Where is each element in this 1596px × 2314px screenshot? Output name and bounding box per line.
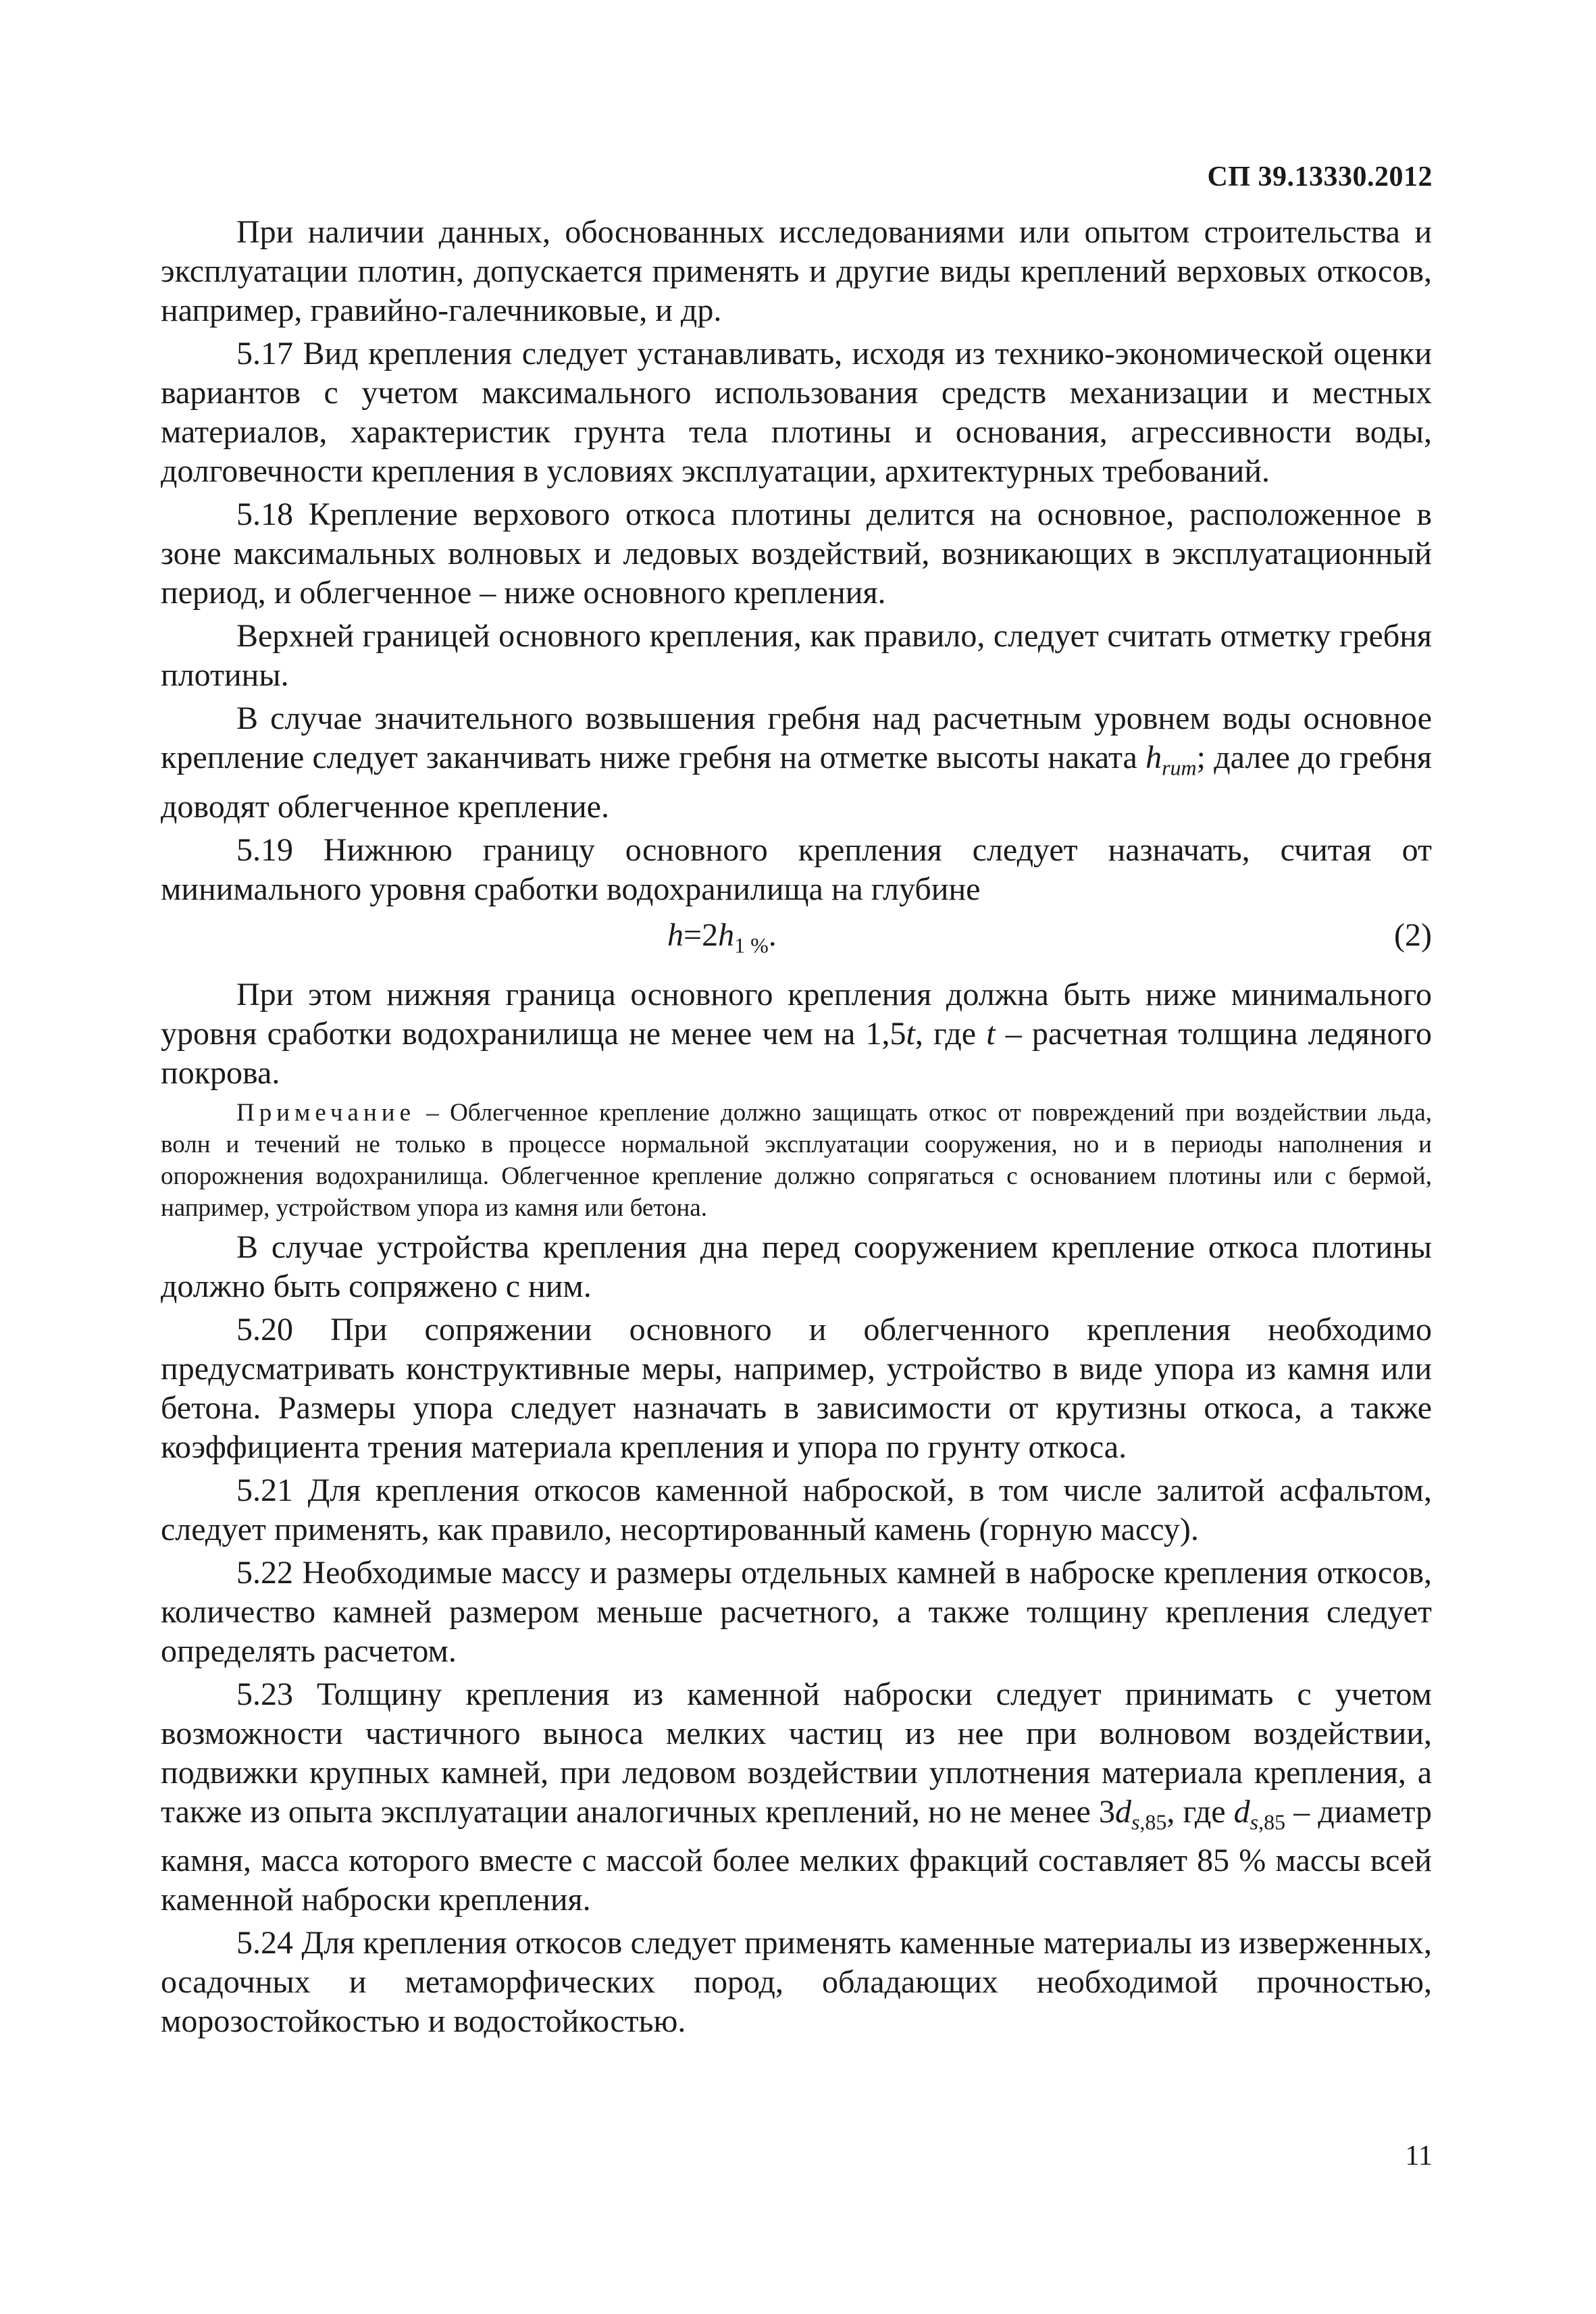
paragraph-5-23 bbox=[161, 1675, 1432, 1920]
subscript-s: s bbox=[1250, 1809, 1259, 1834]
paragraph-5-19: 5.19 Нижнюю границу основного крепления следует назначать, считая от минимального уровня сработки водохранилища на глубине bbox=[161, 831, 1432, 907]
formula-rhs: h bbox=[718, 917, 735, 953]
formula-subscript: 1 % bbox=[734, 933, 769, 958]
paragraph-lower-boundary bbox=[161, 975, 1432, 1093]
symbol-h: h bbox=[1145, 740, 1162, 775]
note-text: – Облегченное крепление должно защищать откос от повреждений при воздействии льда, волн и течений не только в процессе нормальной эксплуатации сооружения, но и в периоды наполнения и опорожнения водохранилища. Облегченное крепление должно сопрягаться с основанием плотины или с бермой, например, устройством упора из камня или бетона. bbox=[161, 1098, 1432, 1222]
page-number: 11 bbox=[1405, 2140, 1433, 2171]
symbol-d: d bbox=[1233, 1793, 1250, 1830]
paragraph-5-22: 5.22 Необходимые массу и размеры отдельных камней в наброске крепления откосов, количество камней размером меньше расчетного, а также толщину крепления следует определять расчетом. bbox=[161, 1554, 1432, 1669]
paragraph-crest-elevation bbox=[161, 699, 1432, 827]
formula-lhs: h bbox=[667, 917, 684, 953]
paragraph-5-18: 5.18 Крепление верхового откоса плотины делится на основное, расположенное в зоне максимальных волновых и ледовых воздействий, возникающих в эксплуатационный период, и облегченное – ниже основного крепления. bbox=[161, 496, 1432, 611]
text-run: В случае значительного возвышения гребня над расчетным уровнем воды основное крепление следует заканчивать ниже гребня на отметке высоты наката bbox=[161, 700, 1432, 775]
paragraph-alternative-fastenings: При наличии данных, обоснованных исследованиями или опытом строительства и эксплуатации плотин, допускается применять и другие виды креплений верховых откосов, например, гравийно-галечниковые, и др. bbox=[161, 214, 1432, 328]
paragraph-5-21: 5.21 Для крепления откосов каменной наброской, в том числе залитой асфальтом, следует применять, как правило, несортированный камень (горную массу). bbox=[161, 1472, 1432, 1547]
formula-dot: . bbox=[768, 917, 777, 953]
paragraph-5-24: 5.24 Для крепления откосов следует применять каменные материалы из изверженных, осадочных и метаморфических пород, обладающих необходимой прочностью, морозостойкостью и водостойкостью. bbox=[161, 1925, 1432, 2040]
formula-eq: =2 bbox=[684, 917, 719, 953]
symbol-d: d bbox=[1114, 1793, 1131, 1830]
paragraph-5-17: 5.17 Вид крепления следует устанавливать, исходя из технико-экономической оценки вариантов с учетом максимального использования средств механизации и местных материалов, характеристик грунта тела плотины и основания, агрессивности воды, долговечности крепления в условиях эксплуатации, архитектурных требований. bbox=[161, 336, 1432, 489]
symbol-t: t bbox=[906, 1015, 915, 1052]
paragraph-upper-boundary: Верхней границей основного крепления, как правило, следует считать отметку гребня плотины. bbox=[161, 618, 1432, 693]
paragraph-bottom-fastening: В случае устройства крепления дна перед сооружением крепление откоса плотины должно быть сопряжено с ним. bbox=[161, 1229, 1432, 1304]
formula-row bbox=[161, 916, 1432, 967]
formula-2 bbox=[667, 916, 777, 965]
note-label: Примечание bbox=[236, 1098, 415, 1127]
subscript-85: ,85 bbox=[1258, 1809, 1286, 1834]
document-body bbox=[161, 213, 1432, 2045]
text-run: , где bbox=[915, 1015, 987, 1052]
note-block bbox=[161, 1097, 1432, 1224]
text-run: 5.23 Толщину крепления из каменной наброски следует принимать с учетом возможности частичного выноса мелких частиц из нее при волновом воздействии, подвижки крупных камней, при ледовом воздействии уплотнения материала крепления, а также из опыта эксплуатации аналогичных креплений, но не менее 3 bbox=[161, 1676, 1432, 1830]
subscript-s: s bbox=[1131, 1809, 1140, 1834]
text-run: – расчетная толщина ледяного покрова. bbox=[161, 1015, 1432, 1091]
subscript-rum: rum bbox=[1162, 755, 1197, 780]
document-code-header: СП 39.13330.2012 bbox=[1207, 161, 1433, 192]
text-run: – диаметр камня, масса которого вместе с массой более мелких фракций составляет 85 % массы всей каменной наброски крепления. bbox=[161, 1793, 1433, 1918]
text-run: , где bbox=[1166, 1793, 1234, 1830]
formula-number: (2) bbox=[1394, 917, 1432, 953]
paragraph-5-20: 5.20 При сопряжении основного и облегченного крепления необходимо предусматривать конструктивные меры, например, устройство в виде упора из камня или бетона. Размеры упора следует назначать в зависимости от крутизны откоса, а также коэффициента трения материала крепления и упора по грунту откоса. bbox=[161, 1311, 1432, 1465]
subscript-85: ,85 bbox=[1139, 1809, 1167, 1834]
text-run: ; далее до гребня доводят облегченное крепление. bbox=[161, 740, 1432, 825]
text-run: При этом нижняя граница основного крепления должна быть ниже минимального уровня сработки водохранилища не менее чем на 1,5 bbox=[161, 976, 1432, 1052]
symbol-t: t bbox=[986, 1015, 996, 1052]
